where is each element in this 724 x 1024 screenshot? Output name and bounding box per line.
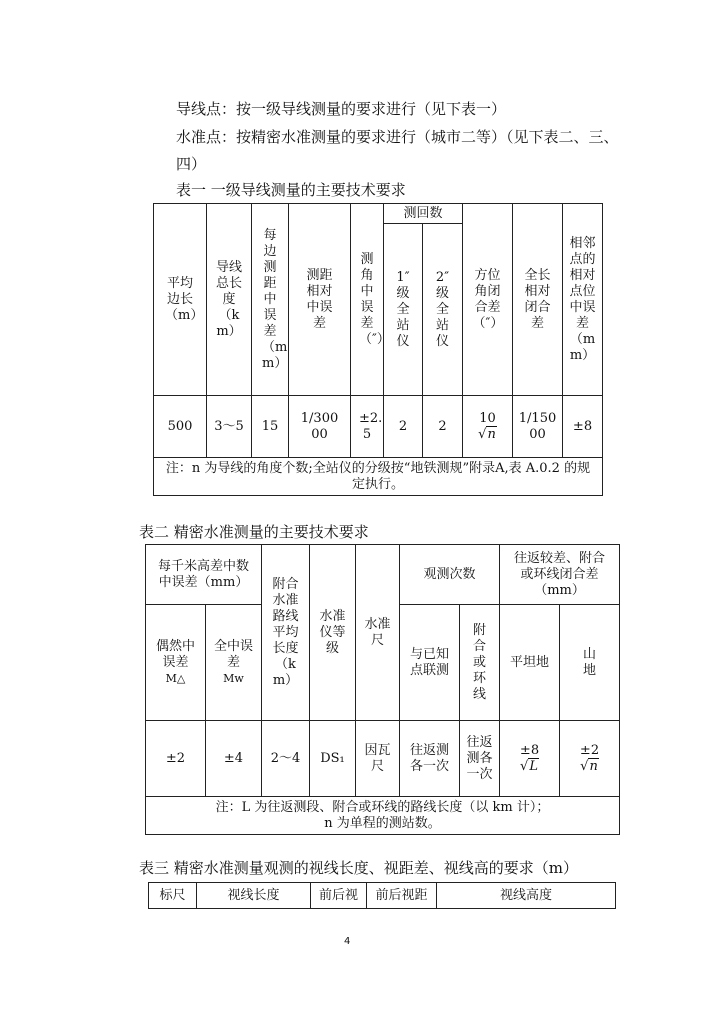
table1 [153,203,603,496]
t1-header-azimuth: 方位角闭合差（″） [463,204,513,396]
t1-note: 注：n 为导线的角度个数;全站仪的分级按“地铁测规”附录A,表 A.0.2 的规定执行。 [154,458,603,496]
t1-header-total-length: 导线总长度（km） [207,204,252,396]
t2-mountain-coef: ±2 [579,742,600,758]
t2-header-with-known: 与已知点联测 [400,605,460,721]
t2-cell-instrument: DS₁ [310,721,356,797]
t2-header-total: 全中误差 Mw [206,605,262,721]
t3-header-sight-height: 视线高度 [437,883,616,909]
t3-header-front-back-dist: 前后视距 [367,883,437,909]
leveling-paragraph-line2: 四） [176,155,207,173]
t2-header-instrument: 水准仪等级 [310,545,356,721]
t1-header-avg-side: 平均边长（m） [154,204,207,396]
t2-cell-rod: 因瓦尺 [356,721,400,797]
t1-header-side-error: 每边测距中误差（mm） [252,204,289,396]
t1-cell-full-rel: 1/15000 [513,396,563,458]
t1-cell-inst1: 2 [384,396,423,458]
t2-flat-coef: ±8 [519,742,540,758]
table1-caption: 表一 一级导线测量的主要技术要求 [176,181,406,199]
t1-cell-avg-side: 500 [154,396,207,458]
t3-header-rod: 标尺 [149,883,197,909]
t2-note [146,797,620,835]
t2-note-line1: 注：L 为往返测段、附合或环线的路线长度（以 km 计）； [215,799,550,815]
t2-cell-with-known: 往返测各一次 [400,721,460,797]
t2-header-mountain: 山地 [560,605,620,721]
t2-header-obs-count: 观测次数 [400,545,500,605]
t1-azimuth-var: n [487,426,496,442]
t2-flat-var: L [529,758,538,774]
t1-header-full-rel: 全长相对闭合差 [513,204,563,396]
t2-header-closed-line: 附合或环线 [460,605,500,721]
table2 [145,544,620,835]
t2-cell-route-len: 2～4 [262,721,310,797]
page-number: 4 [344,936,351,947]
t1-header-inst1: 1″级全站仪 [384,224,423,396]
t1-cell-rel-error: 1/30000 [289,396,351,458]
t1-header-rounds: 测回数 [384,204,463,224]
t2-header-rod: 水准尺 [356,545,400,721]
t2-note-line2: n 为单程的测站数。 [324,815,441,831]
t1-cell-side-error: 15 [252,396,289,458]
t1-header-inst2: 2″级全站仪 [423,224,463,396]
t2-header-closure: 往返较差、附合或环线闭合差（mm） [500,545,620,605]
t2-header-flat: 平坦地 [500,605,560,721]
table3-caption: 表三 精密水准测量观测的视线长度、视距差、视线高的要求（m） [139,859,578,877]
t2-header-route-len: 附合水准路线平均长度（km） [262,545,310,721]
table3 [148,882,616,909]
traverse-paragraph: 导线点：按一级导线测量的要求进行（见下表一） [176,100,507,118]
t1-cell-total-length: 3～5 [207,396,252,458]
t3-header-sight-len: 视线长度 [197,883,311,909]
t2-cell-flat: ±8 √L [500,721,560,797]
t2-cell-random: ±2 [146,721,206,797]
t1-azimuth-coef: 10 [479,410,496,426]
t2-total-symbol: Mw [223,671,244,685]
t1-header-rel-error: 测距相对中误差 [289,204,351,396]
t1-cell-azimuth: 10 √n [463,396,513,458]
t1-cell-angle-error: ±2.5 [351,396,384,458]
t3-header-front-back: 前后视 [311,883,367,909]
t2-header-per-km: 每千米高差中数中误差（mm） [146,545,262,605]
t2-mountain-var: n [589,758,598,774]
t1-header-angle-error: 测角中误差（″） [351,204,384,396]
t1-cell-adjacent: ±8 [563,396,603,458]
t2-cell-mountain: ±2 √n [560,721,620,797]
t2-header-random: 偶然中误差 M△ [146,605,206,721]
leveling-paragraph-line1: 水准点：按精密水准测量的要求进行（城市二等）（见下表二、三、 [176,128,619,146]
t2-cell-total: ±4 [206,721,262,797]
t1-header-adjacent: 相邻点的相对点位中误差（mm） [563,204,603,396]
t2-random-symbol: M△ [165,671,186,685]
table2-caption: 表二 精密水准测量的主要技术要求 [139,523,369,541]
t2-cell-closed-line: 往返测各一次 [460,721,500,797]
t1-cell-inst2: 2 [423,396,463,458]
